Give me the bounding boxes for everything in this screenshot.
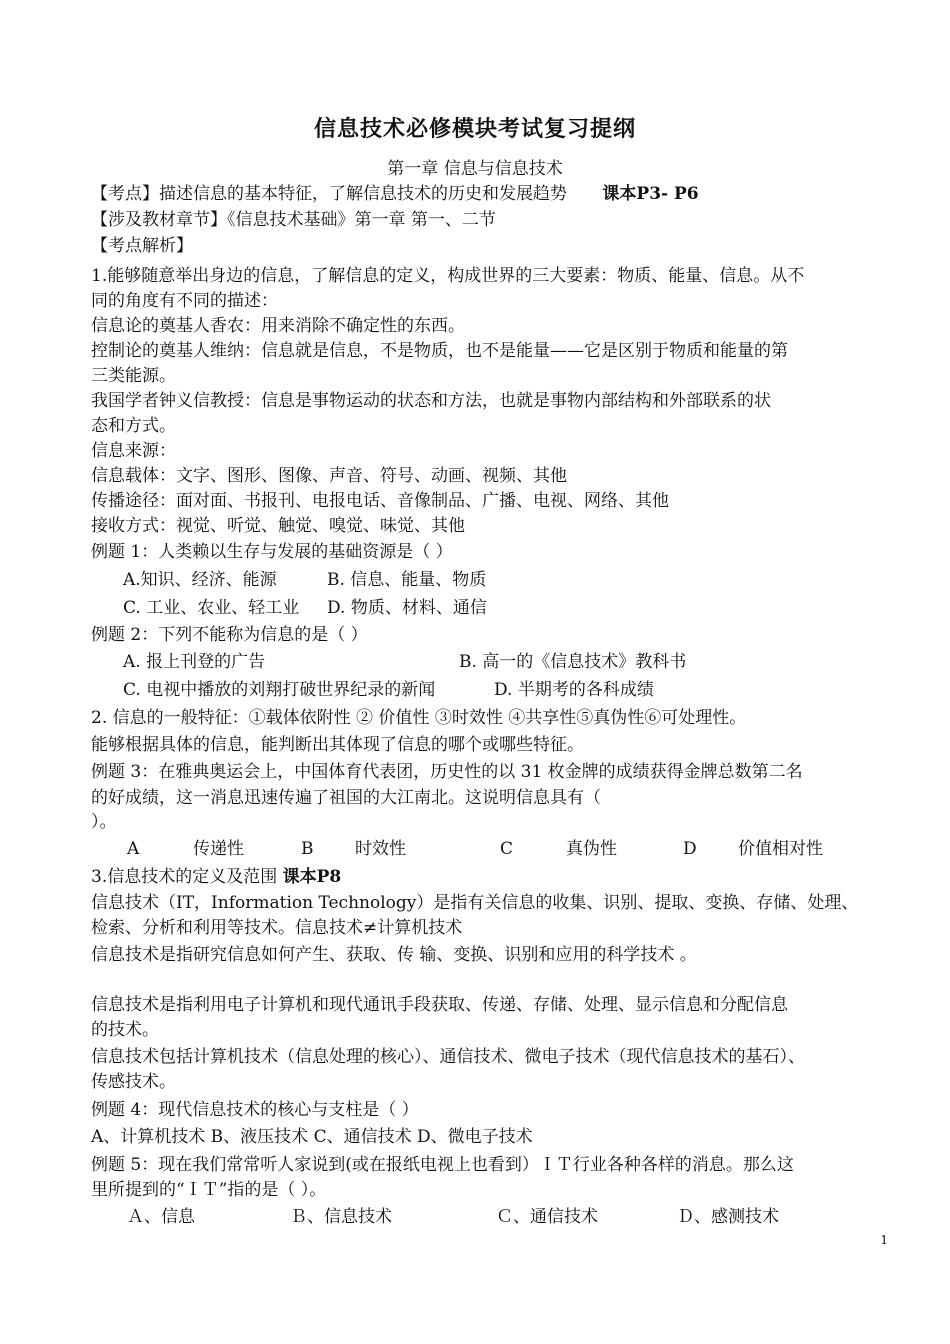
paragraph-line: 信息技术包括计算机技术（信息处理的核心）、通信技术、微电子技术（现代信息技术的基石）、: [91, 1047, 805, 1067]
example-3-option-text: 时效性: [355, 839, 406, 859]
section-3-heading: [91, 865, 341, 889]
example-2-option-a: A. 报上刊登的广告: [123, 652, 266, 672]
paragraph-line: 信息论的奠基人香农：用来消除不确定性的东西。: [91, 316, 465, 336]
paragraph-line: 检索、分析和利用等技术。信息技术≠计算机技术: [91, 918, 463, 938]
chapter-heading: 第一章 信息与信息技术: [387, 159, 563, 179]
example-4-options: A、计算机技术 B、液压技术 C、通信技术 D、微电子技术: [91, 1127, 533, 1147]
example-5-question: 例题 5：现在我们常常听人家说到(或在报纸电视上也看到）ＩＴ行业各种各样的消息。那么这: [91, 1155, 794, 1175]
example-3-question: 例题 3：在雅典奥运会上，中国体育代表团，历史性的以 31 枚金牌的成绩获得金牌总数第二名: [91, 762, 803, 782]
example-1-option-d: D. 物质、材料、通信: [327, 598, 487, 618]
example-2-option-b: B. 高一的《信息技术》教科书: [459, 652, 687, 672]
example-5-option-c: Ｃ、通信技术: [496, 1207, 598, 1227]
kaodian-ref: 课本P3- P6: [602, 184, 699, 204]
paragraph-line: 1.能够随意举出身边的信息，了解信息的定义，构成世界的三大要素：物质、能量、信息。从不: [91, 266, 805, 286]
paragraph-line: 三类能源。: [91, 366, 176, 386]
example-1-option-b: B. 信息、能量、物质: [327, 570, 487, 590]
kaodian-label: 【考点】: [91, 184, 159, 204]
paragraph-line: 信息载体：文字、图形、图像、声音、符号、动画、视频、其他: [91, 466, 567, 486]
paragraph-line: 信息技术是指利用电子计算机和现代通讯手段获取、传递、存储、处理、显示信息和分配信息: [91, 995, 788, 1015]
example-3-option-label: A: [127, 839, 140, 859]
paragraph-line: 传感技术。: [91, 1072, 176, 1092]
example-3-option-text: 真伪性: [566, 839, 617, 859]
paragraph-line: 态和方式。: [91, 416, 176, 436]
paragraph-line: 传播途径：面对面、书报刊、电报电话、音像制品、广播、电视、网络、其他: [91, 491, 669, 511]
paragraph-line: 同的角度有不同的描述：: [91, 291, 278, 311]
kaodian-text: 描述信息的基本特征，了解信息技术的历史和发展趋势: [159, 184, 567, 204]
example-3-option-label: D: [683, 839, 697, 859]
example-3-question: 的好成绩，这一消息迅速传遍了祖国的大江南北。这说明信息具有（: [91, 788, 601, 808]
section-3-ref: 课本P8: [282, 867, 342, 887]
example-1-option-c: C. 工业、农业、轻工业: [123, 598, 300, 618]
paragraph-line: 信息技术是指研究信息如何产生、获取、传 输、变换、识别和应用的科学技术 。: [91, 945, 697, 965]
example-2-option-d: D. 半期考的各科成绩: [494, 680, 654, 700]
paragraph-line: 能够根据具体的信息，能判断出其体现了信息的哪个或哪些特征。: [91, 735, 584, 755]
example-5-option-b: Ｂ、信息技术: [290, 1207, 392, 1227]
kaodian-line: [91, 182, 699, 206]
example-2-question: 例题 2：下列不能称为信息的是（ ）: [91, 625, 368, 645]
paragraph-line: 信息来源：: [91, 441, 176, 461]
paragraph-line: 2. 信息的一般特征：①载体依附性 ② 价值性 ③时效性 ④共享性⑤真伪性⑥可处理性。: [91, 708, 747, 728]
analysis-heading: 【考点解析】: [91, 236, 193, 256]
paragraph-line: 接收方式：视觉、听觉、触觉、嗅觉、味觉、其他: [91, 516, 465, 536]
page-number: 1: [880, 1233, 888, 1247]
paragraph-line: 信息技术（IT，Information Technology）是指有关信息的收集、识别、提取、变换、存储、处理、: [91, 893, 859, 913]
paragraph-line: 我国学者钟义信教授：信息是事物运动的状态和方法，也就是事物内部结构和外部联系的状: [91, 391, 771, 411]
example-3-option-text: 价值相对性: [738, 839, 823, 859]
example-5-question: 里所提到的“ＩＴ”指的是（ ）。: [91, 1180, 327, 1200]
paragraph-line: 的技术。: [91, 1020, 159, 1040]
document-title: 信息技术必修模块考试复习提纲: [313, 116, 636, 142]
example-1-question: 例题 1：人类赖以生存与发展的基础资源是（ ）: [91, 542, 453, 562]
textbook-section: 【涉及教材章节】《信息技术基础》第一章 第一、二节: [91, 210, 496, 230]
paragraph-line: 控制论的奠基人维纳：信息就是信息，不是物质，也不是能量——它是区别于物质和能量的第: [91, 341, 788, 361]
example-4-question: 例题 4：现代信息技术的核心与支柱是（ ）: [91, 1100, 419, 1120]
example-2-option-c: C. 电视中播放的刘翔打破世界纪录的新闻: [123, 680, 436, 700]
example-5-option-d: Ｄ、感测技术: [677, 1207, 779, 1227]
example-3-option-text: 传递性: [193, 839, 244, 859]
example-1-option-a: A.知识、经济、能源: [123, 570, 277, 590]
section-3-title: 3.信息技术的定义及范围: [91, 867, 278, 887]
example-3-option-label: B: [301, 839, 314, 859]
example-3-question: ）。: [91, 812, 117, 832]
example-5-option-a: Ａ、信息: [127, 1207, 195, 1227]
example-3-option-label: C: [500, 839, 514, 859]
